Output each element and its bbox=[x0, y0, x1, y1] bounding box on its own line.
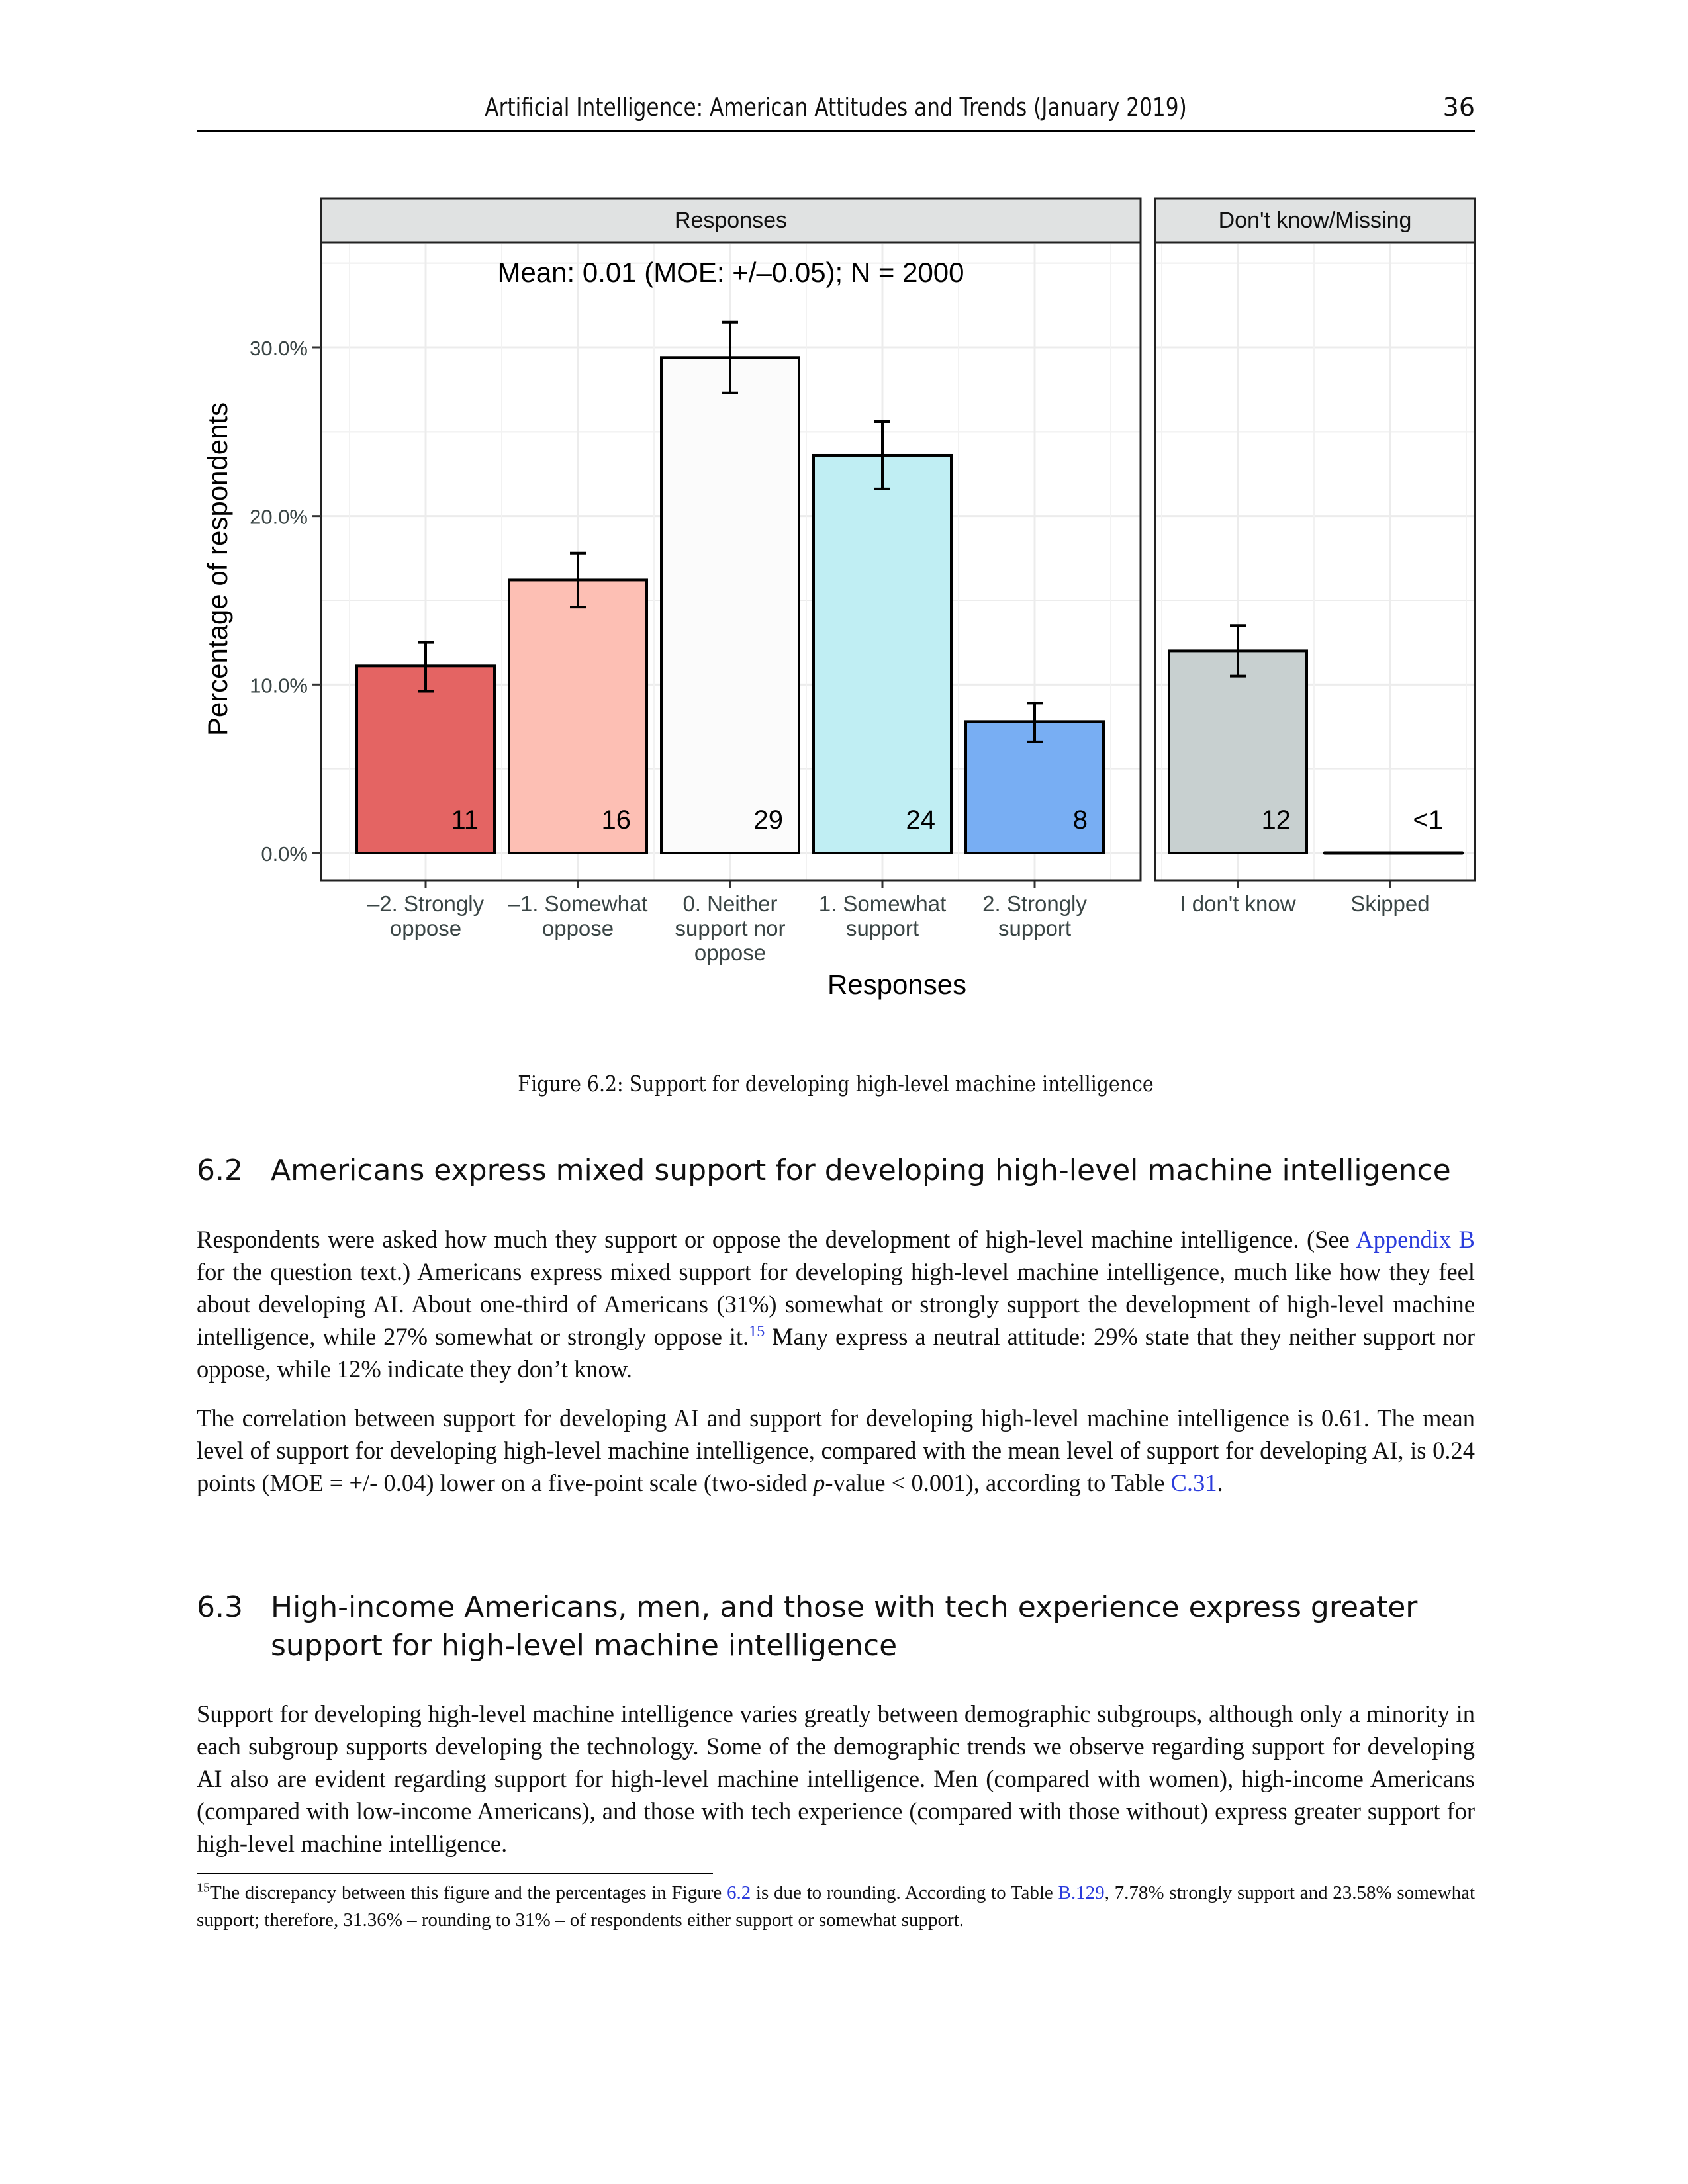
bar bbox=[814, 455, 951, 853]
facet-strip-label: Responses bbox=[674, 208, 788, 233]
y-tick-label: 0.0% bbox=[261, 842, 308, 866]
y-tick-label: 20.0% bbox=[250, 505, 308, 529]
section-number: 6.2 bbox=[197, 1154, 243, 1187]
figure-caption: Figure 6.2: Support for developing high-level machine intelligence bbox=[518, 1071, 1154, 1097]
x-tick-label: support bbox=[845, 916, 919, 940]
footnote-15 bbox=[197, 1880, 1475, 1934]
x-tick-label: 1. Somewhat bbox=[818, 891, 947, 916]
x-tick-label: support bbox=[998, 916, 1072, 940]
x-tick-label: –2. Strongly bbox=[367, 891, 485, 916]
table-c31-link[interactable]: C.31 bbox=[1170, 1469, 1217, 1496]
section-heading-6-2 bbox=[197, 1152, 1475, 1190]
footnote-number: 15 bbox=[197, 1880, 210, 1895]
section-title: High-income Americans, men, and those with tech experience express greater support for high-level machine intelligence bbox=[271, 1590, 1418, 1662]
paragraph-6-3-1: Support for developing high-level machine intelligence varies greatly between demographic subgroups, although only a minority in each subgroup supports developing the technology. Some of the demographic trends we observe regarding support for developing AI also are evident regarding support for high-level machine intelligence. Men (compared with women), high-income Americans (compared with low-income Americans), and those with tech experience (compared with those without) express greater support for high-level machine intelligence. bbox=[197, 1700, 1475, 1857]
text-run: Many express a neutral attitude: 29% state that they neither support nor oppose, while 12% indicate they don’t know. bbox=[197, 1323, 1476, 1383]
x-tick-label: 2. Strongly bbox=[982, 891, 1087, 916]
running-title: Artificial Intelligence: American Attitudes and Trends (January 2019) bbox=[485, 93, 1187, 122]
x-tick-label: oppose bbox=[694, 940, 767, 965]
x-tick-label: Skipped bbox=[1350, 891, 1430, 916]
data-label: 11 bbox=[451, 805, 479, 835]
chart-annotation: Mean: 0.01 (MOE: +/–0.05); N = 2000 bbox=[497, 257, 964, 288]
y-tick-label: 30.0% bbox=[250, 337, 308, 360]
y-axis-title: Percentage of respondents bbox=[202, 402, 233, 737]
figure-6-2 bbox=[0, 0, 1688, 1032]
x-axis-title: Responses bbox=[827, 969, 967, 1000]
text-run: for the question text.) Americans express mixed support for developing high-level machine intelligence, much like how they feel about developing AI. About one-third of Americans (31%) somewhat or strongly support the development of high-level machine intelligence, while 27% somewhat or strongly oppose it. bbox=[197, 1258, 1475, 1350]
text-run: The correlation between support for developing AI and support for developing high-level machine intelligence is 0.61. The mean level of support for developing high-level machine intelligence, compared with the mean level of support for developing AI, is 0.24 points (MOE = +/- 0.04) lower on a five-point scale (two-sided bbox=[197, 1404, 1475, 1496]
section-number: 6.3 bbox=[197, 1590, 243, 1624]
data-label: 12 bbox=[1261, 805, 1291, 835]
text-run: is due to rounding. According to Table bbox=[751, 1882, 1058, 1903]
data-label: <1 bbox=[1413, 805, 1443, 835]
data-label: 29 bbox=[753, 805, 783, 835]
section-heading-6-3 bbox=[197, 1588, 1475, 1665]
text-run: -value < 0.001), according to Table bbox=[825, 1469, 1171, 1496]
paragraph-6-2-2 bbox=[197, 1402, 1475, 1499]
page-number: 36 bbox=[1442, 93, 1475, 122]
text-run: Respondents were asked how much they support or oppose the development of high-level machine intelligence. (See bbox=[197, 1226, 1356, 1253]
footnote-divider bbox=[197, 1873, 713, 1874]
data-label: 8 bbox=[1072, 805, 1088, 835]
data-label: 24 bbox=[906, 805, 935, 835]
appendix-b-link[interactable]: Appendix B bbox=[1356, 1226, 1475, 1253]
bar-chart bbox=[0, 0, 1688, 1032]
y-tick-label: 10.0% bbox=[250, 674, 308, 698]
facet-strip-label: Don't know/Missing bbox=[1218, 208, 1412, 233]
x-tick-label: I don't know bbox=[1180, 891, 1296, 916]
italic-p: p bbox=[813, 1469, 825, 1496]
text-run: , 7.78% strongly support and 23.58% somewhat support; therefore, 31.36% – rounding to 31% – of respondents either support or somewhat support. bbox=[197, 1882, 1475, 1931]
paragraph-6-2-1 bbox=[197, 1223, 1475, 1385]
x-tick-label: support nor bbox=[675, 916, 786, 940]
table-b129-link[interactable]: B.129 bbox=[1058, 1882, 1105, 1903]
x-tick-label: oppose bbox=[541, 916, 614, 940]
x-tick-label: oppose bbox=[389, 916, 462, 940]
section-title: Americans express mixed support for developing high-level machine intelligence bbox=[271, 1154, 1451, 1187]
footnote-ref-15[interactable]: 15 bbox=[749, 1322, 765, 1340]
text-run: The discrepancy between this figure and the percentages in Figure bbox=[210, 1882, 727, 1903]
data-label: 16 bbox=[601, 805, 631, 835]
figure-6-2-link[interactable]: 6.2 bbox=[726, 1882, 751, 1903]
x-tick-label: 0. Neither bbox=[682, 891, 778, 916]
x-tick-label: –1. Somewhat bbox=[508, 891, 648, 916]
bar bbox=[661, 357, 799, 853]
text-run: . bbox=[1217, 1469, 1223, 1496]
